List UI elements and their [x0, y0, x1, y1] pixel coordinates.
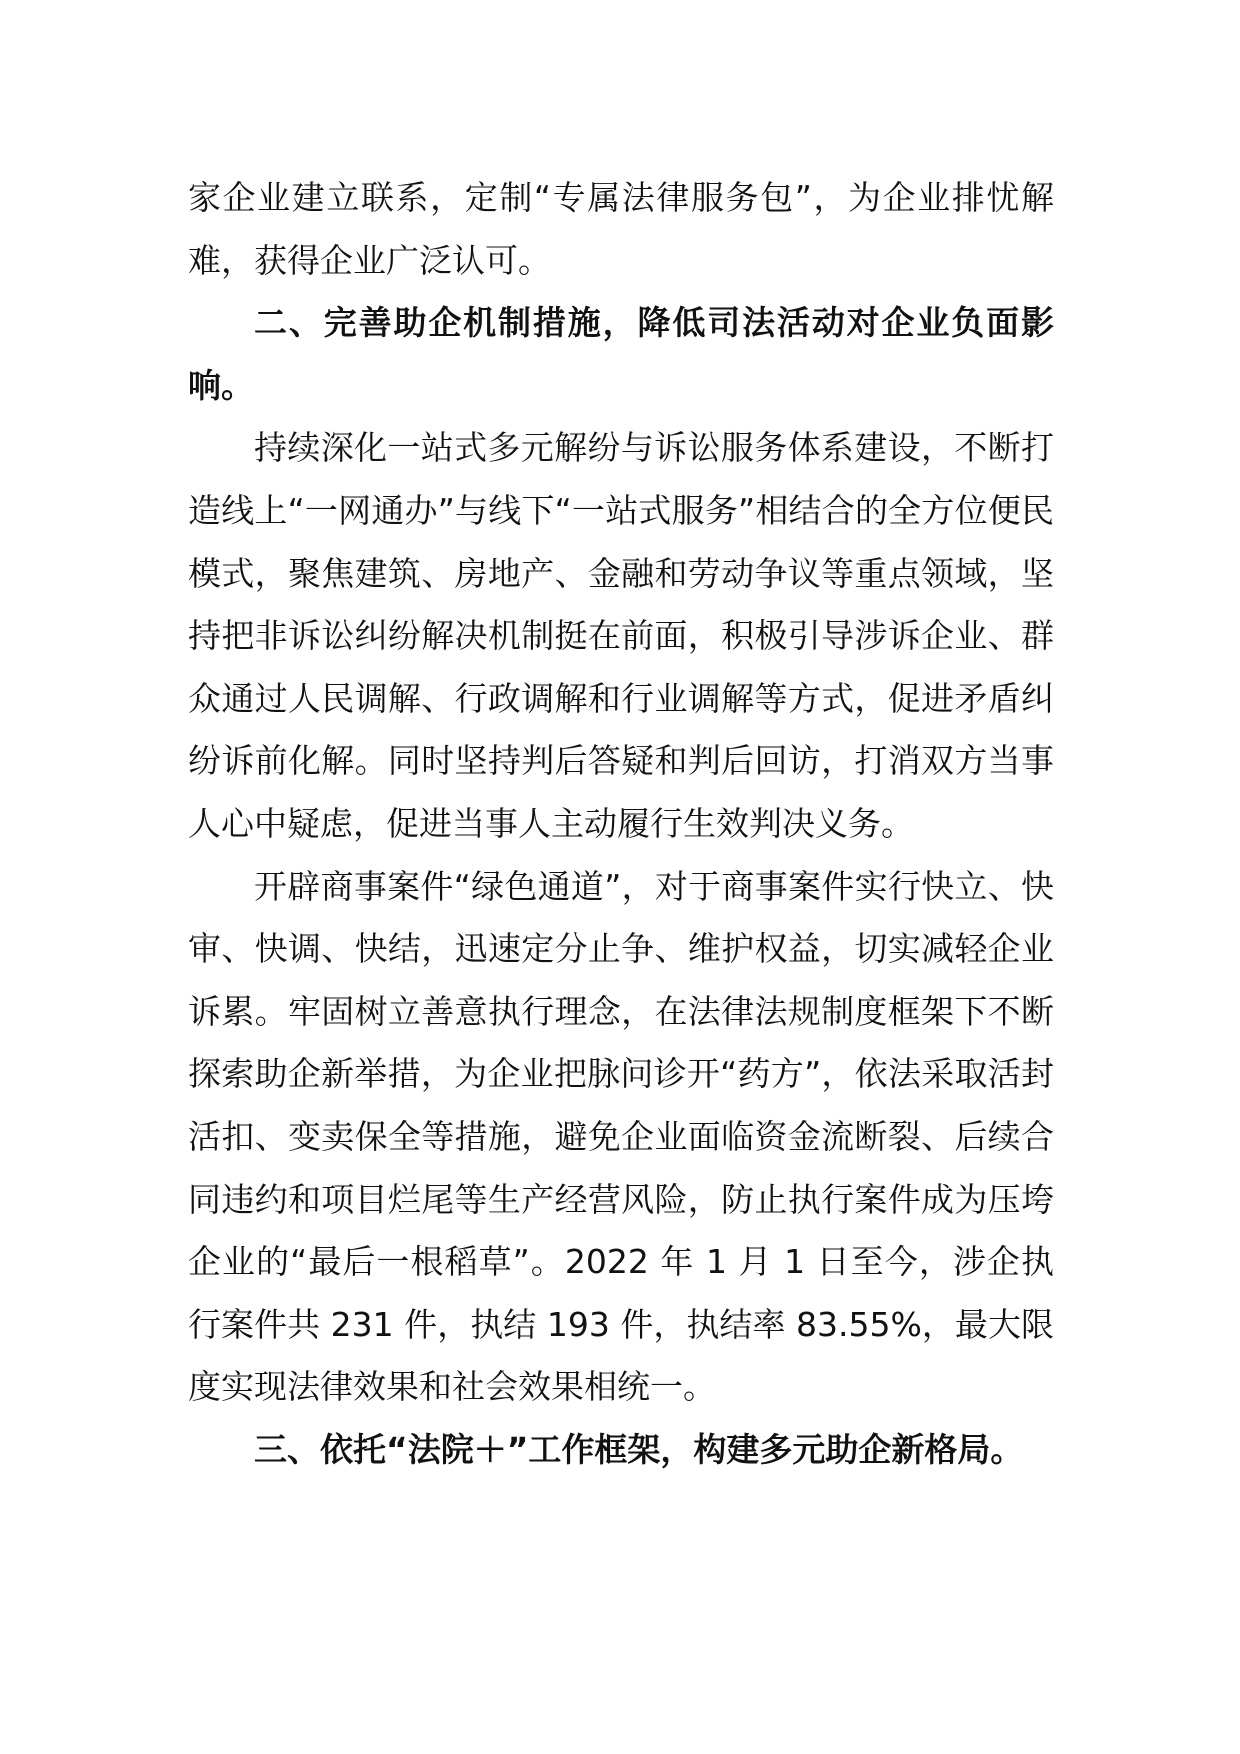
paragraph-continuation: 家企业建立联系，定制“专属法律服务包”，为企业排忧解难，获得企业广泛认可。: [188, 178, 1054, 280]
document-body: [188, 167, 1054, 1481]
section-heading-2: 二、完善助企机制措施，降低司法活动对企业负面影响。: [188, 303, 1054, 405]
section-heading-3: 三、依托“法院＋”工作框架，构建多元助企新格局。: [254, 1429, 1024, 1469]
paragraph-green-channel: 开辟商事案件“绿色通道”，对于商事案件实行快立、快审、快调、快结，迅速定分止争、维护权益，切实减轻企业诉累。牢固树立善意执行理念，在法律法规制度框架下不断探索助企新举措，为企业把脉问诊开“药方”，依法采取活封活扣、变卖保全等措施，避免企业面临资金流断裂、后续合同违约和项目烂尾等生产经营风险，防止执行案件成为压垮企业的“最后一根稻草”。2022 年 1 月 1 日至今，涉企执行案件共 231 件，执结 193 件，执结率 83.55%，最大限度实现法律效果和社会效果相统一。: [188, 866, 1054, 1407]
paragraph-mediation: 持续深化一站式多元解纷与诉讼服务体系建设，不断打造线上“一网通办”与线下“一站式服务”相结合的全方位便民模式，聚焦建筑、房地产、金融和劳动争议等重点领域，坚持把非诉讼纠纷解决机制挺在前面，积极引导涉诉企业、群众通过人民调解、行政调解和行业调解等方式，促进矛盾纠纷诉前化解。同时坚持判后答疑和判后回访，打消双方当事人心中疑虑，促进当事人主动履行生效判决义务。: [188, 428, 1054, 843]
